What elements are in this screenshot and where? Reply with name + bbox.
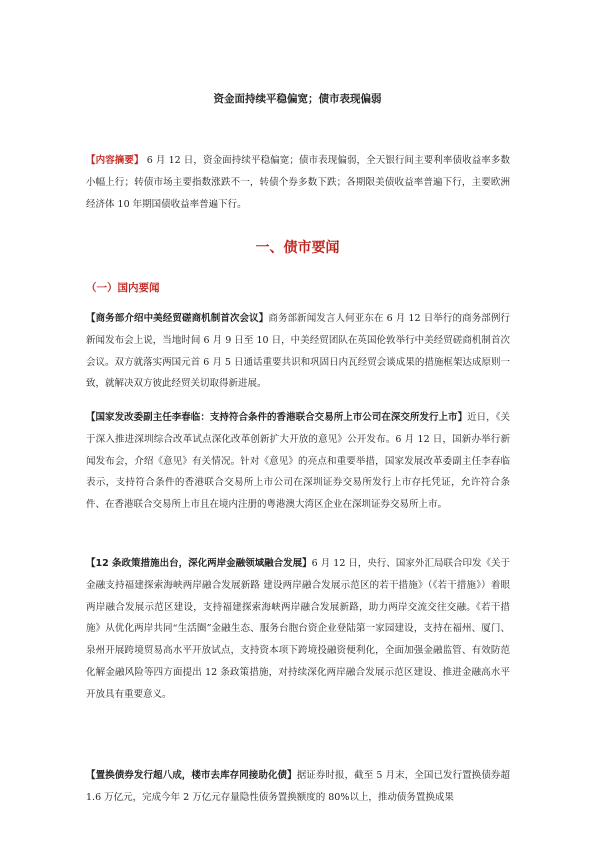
paragraph-lead: 【12 条政策措施出台，深化两岸金融领域融合发展】 [86, 558, 312, 569]
news-paragraph-ndrc [86, 407, 510, 516]
document-title: 资金面持续平稳偏宽；债市表现偏弱 [213, 93, 382, 105]
summary-label: 【内容摘要】 [86, 155, 144, 166]
subsection-heading: （一）国内要闻 [86, 282, 160, 294]
paragraph-body: 商务部新闻发言人何亚东在 6 月 12 日举行的商务部例行新闻发布会上说，当地时间 6 月 9 日至 10 日，中美经贸团队在英国伦敦举行中美经贸磋商机制首次会议。双方就落实两国元首 6 月 5 日通话重要共识和巩固日内瓦经贸会谈成果的措施框架达成原则一致，就解决双方彼此经贸关切取得新进展。 [86, 313, 510, 390]
paragraph-lead: 【国家发改委副主任李春临：支持符合条件的香港联合交易所上市公司在深交所发行上市】 [86, 412, 468, 423]
paragraph-lead: 【商务部介绍中美经贸磋商机制首次会议】 [86, 313, 269, 324]
summary-text: 6 月 12 日，资金面持续平稳偏宽；债市表现偏弱，全天银行间主要利率债收益率多数小幅上行；转债市场主要指数涨跌不一，转债个券多数下跌；各期限美债收益率普遍下行，主要欧洲经济体 10 年期国债收益率普遍下行。 [86, 155, 510, 210]
paragraph-lead: 【置换债券发行超八成，楼市去库存同接助化债】 [86, 770, 297, 781]
summary-block [86, 150, 510, 216]
news-paragraph-commerce [86, 308, 510, 395]
paragraph-body: 近日，《关于深入推进深圳综合改革试点深化改革创新扩大开放的意见》公开发布。6 月 12 日，国新办举行新闻发布会，介绍《意见》有关情况。针对《意见》的亮点和重要举措，国家发展改革委副主任李春临表示，支持符合条件的香港联合交易所上市公司在深圳证券交易所发行上市存托凭证，允许符合条件、在香港联合交易所上市且在境内注册的粤港澳大湾区企业在深圳证券交易所上市。 [86, 412, 510, 511]
section-heading: 一、债市要闻 [255, 240, 340, 256]
news-paragraph-bond-swap [86, 765, 510, 809]
paragraph-body: 据证券时报，截至 5 月末，全国已发行置换债券超 1.6 万亿元，完成今年 2 万亿元存量隐性债务置换额度的 80%以上，推动债务置换成果 [86, 770, 510, 803]
paragraph-body: 6 月 12 日，央行、国家外汇局联合印发《关于金融支持福建探索海峡两岸融合发展新路 建设两岸融合发展示范区的若干措施》（《若干措施》）着眼两岸融合发展示范区建设，支持福建探索海峡两岸融合发展新路，助力两岸交流交往交融。《若干措施》从优化两岸共同“生活圈”金融生态、服务台胞台资企业登陆第一家园建设，支持在福州、厦门、泉州开展跨境贸易高水平开放试点，支持资本项下跨境投融资便利化，全面加强金融监管、有效防范化解金融风险等四方面提出 12 条政策措施，对持续深化两岸融合发展示范区建设、推进金融高水平开放具有重要意义。 [86, 558, 510, 700]
news-paragraph-cross-strait [86, 553, 510, 706]
